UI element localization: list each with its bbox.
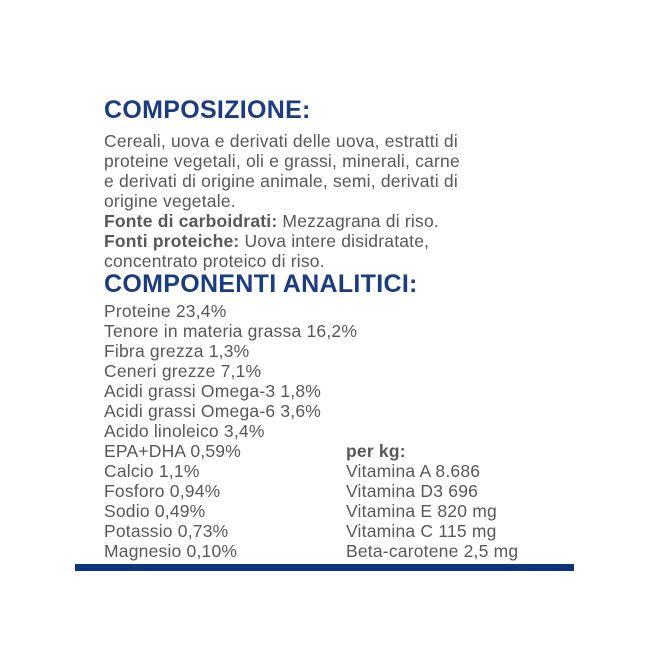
analytical-item: Ceneri grezze 7,1% — [104, 361, 262, 381]
analytical-item: Tenore in materia grassa 16,2% — [104, 321, 358, 341]
composition-body — [104, 131, 460, 271]
per-kg-item: Beta-carotene 2,5 mg — [346, 541, 519, 561]
analytical-item: Fibra grezza 1,3% — [104, 341, 250, 361]
per-kg-item: Vitamina D3 696 — [346, 481, 479, 501]
composition-line: origine vegetale. — [104, 191, 236, 211]
composition-line: e derivati di origine animale, semi, derivati di — [104, 171, 458, 191]
carb-source-line — [104, 211, 460, 231]
carb-source-value: Mezzagrana di riso. — [277, 211, 439, 231]
divider-bar — [75, 564, 574, 571]
analytical-item: Proteine 23,4% — [104, 301, 227, 321]
per-kg-item: Vitamina E 820 mg — [346, 501, 497, 521]
protein-source-continuation: concentrato proteico di riso. — [104, 251, 325, 271]
protein-source-label: Fonti proteiche: — [104, 231, 240, 251]
analytical-item: Potassio 0,73% — [104, 521, 229, 541]
analytical-item: Magnesio 0,10% — [104, 541, 238, 561]
per-kg-column — [346, 441, 518, 561]
analytical-item: Acidi grassi Omega-3 1,8% — [104, 381, 322, 401]
composition-line: Cereali, uova e derivati delle uova, estratti di — [104, 131, 458, 151]
analytical-components-list — [104, 301, 357, 561]
analytical-components-heading: COMPONENTI ANALITICI: — [104, 270, 418, 298]
composition-heading: COMPOSIZIONE: — [104, 96, 311, 124]
analytical-item: Calcio 1,1% — [104, 461, 200, 481]
per-kg-item: Vitamina A 8.686 — [346, 461, 481, 481]
protein-source-line — [104, 231, 460, 251]
analytical-item: Fosforo 0,94% — [104, 481, 221, 501]
analytical-item: Acidi grassi Omega-6 3,6% — [104, 401, 322, 421]
analytical-item: EPA+DHA 0,59% — [104, 441, 242, 461]
protein-source-value: Uova intere disidratate, — [239, 231, 430, 251]
per-kg-label: per kg: — [346, 441, 406, 461]
composition-line: proteine vegetali, oli e grassi, minerali, carne — [104, 151, 460, 171]
analytical-item: Sodio 0,49% — [104, 501, 206, 521]
carb-source-label: Fonte di carboidrati: — [104, 211, 278, 231]
per-kg-item: Vitamina C 115 mg — [346, 521, 497, 541]
analytical-item: Acido linoleico 3,4% — [104, 421, 265, 441]
